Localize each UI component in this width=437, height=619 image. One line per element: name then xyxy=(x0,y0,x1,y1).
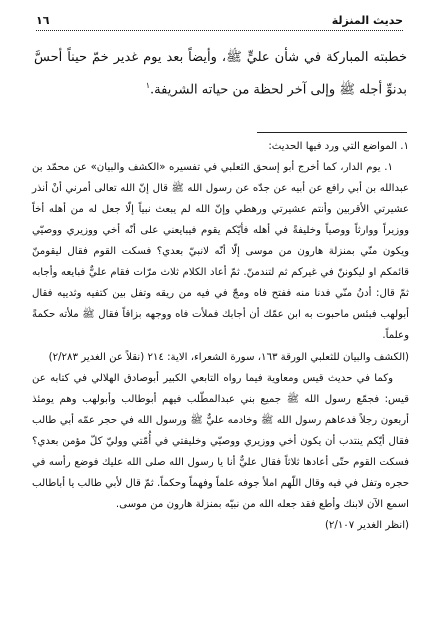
footnote-source-2: (انظر الغدير ٢/١٠٧) xyxy=(324,520,409,531)
page-number: ١٦ xyxy=(36,13,50,27)
footnote-marker: ١ xyxy=(145,81,151,90)
footnote-item-2: وكما في حديث قيس ومعاوية فيما رواه التابعي الكبير أبوصادق الهلالي في كتابه عن قيس: فجمّع رسول الله ﷺ جميع بني عبدالمطّلب فيهم أبوطالب وأبولهب وهم يومئذ أربعون رجلاً فدعاهم رسول الله ﷺ وخادمه عليٌّ ﷺ ورسول الله في حجر عمّه أبي طالب فقال أيّكم ينتدب أن يكون أخي ووزيري ووصيّي وخليفتي في أُمّتي ووليّ كلّ مؤمن بعدي؟ فسكت القوم حتّى أعادها ثلاثاً فقال عليٌّ أنا يا رسول الله صلى الله عليك فوضع رأسه في حجره وتفل في فيه وقال اللّهم املأ جوفه علماً وفهماً وحكماً. ثمّ قال لأبي طالب يا أباطالب اسمع الآن لابنك وأطع فقد جعله الله من نبيّه بمنزلة هارون من موسى. xyxy=(32,373,409,510)
main-paragraph xyxy=(34,44,407,104)
header-rule xyxy=(36,30,403,31)
footnote-source-1: (الكشف والبيان للثعلبي الورقة ١٦٣، سورة الشعراء، الاية: ٢١٤ (نقلاً عن الغدير ٢/٢٨٣) xyxy=(48,352,409,363)
footnotes-section xyxy=(32,136,409,536)
running-header xyxy=(36,12,403,28)
footnote-rule xyxy=(257,132,407,133)
footnote-intro: ١. المواضع التي ورد فيها الحديث: xyxy=(268,141,409,152)
main-text: خطبته المباركة في شأن عليٍّ ﷺ، وأيضاً بعد يوم غدير خمّ حيناً أحسَّ بدنوِّ أجله ﷺ وإلى آخر لحظة من حياته الشريفة. xyxy=(34,50,407,98)
footnote-item-1: ١. يوم الدار، كما أخرج أبو إسحق الثعلبي في تفسيره «الكشف والبيان» عن محمّد بن عبدالله بن أبي رافع عن أبيه عن جدّه عن رسول الله ﷺ قال إنّ الله تعالى أمرني أنْ أنذر عشيرتي الأقربين وأنتم عشيرتي ورهطي وإنّ الله لم يبعث نبياً إلّا جعل له من أهله أخاً ووزيراً ووارثاً ووصياً وخليفةً في أهله فأيّكم يقوم فيبايعني على أنّه أخي ووزيري ووصيّي ويكون منّي بمنزلة هارون من موسى إلّا أنّه لانبيّ بعدي؟ فسكت القوم فقال ليقومنّ قائمكم او ليكوننّ في غيركم ثم لتندمنّ. ثمّ أعاد الكلام ثلاث مرّات فقام عليٌّ فبايعه وأجابه ثمّ قال: أدنُ منّي فدنا منه ففتح فاه ومجّ في فيه من ريقه وتفل بين كتفيه وثدييه فقال أبولهب فبئس ماحبوت به ابن عمّك أن أجابك فملأت فاه ووجهه بزاقاً فقال ﷺ ملأته حكمةً وعلماً. xyxy=(32,162,409,341)
header-title: حديث المنزلة xyxy=(331,13,403,27)
